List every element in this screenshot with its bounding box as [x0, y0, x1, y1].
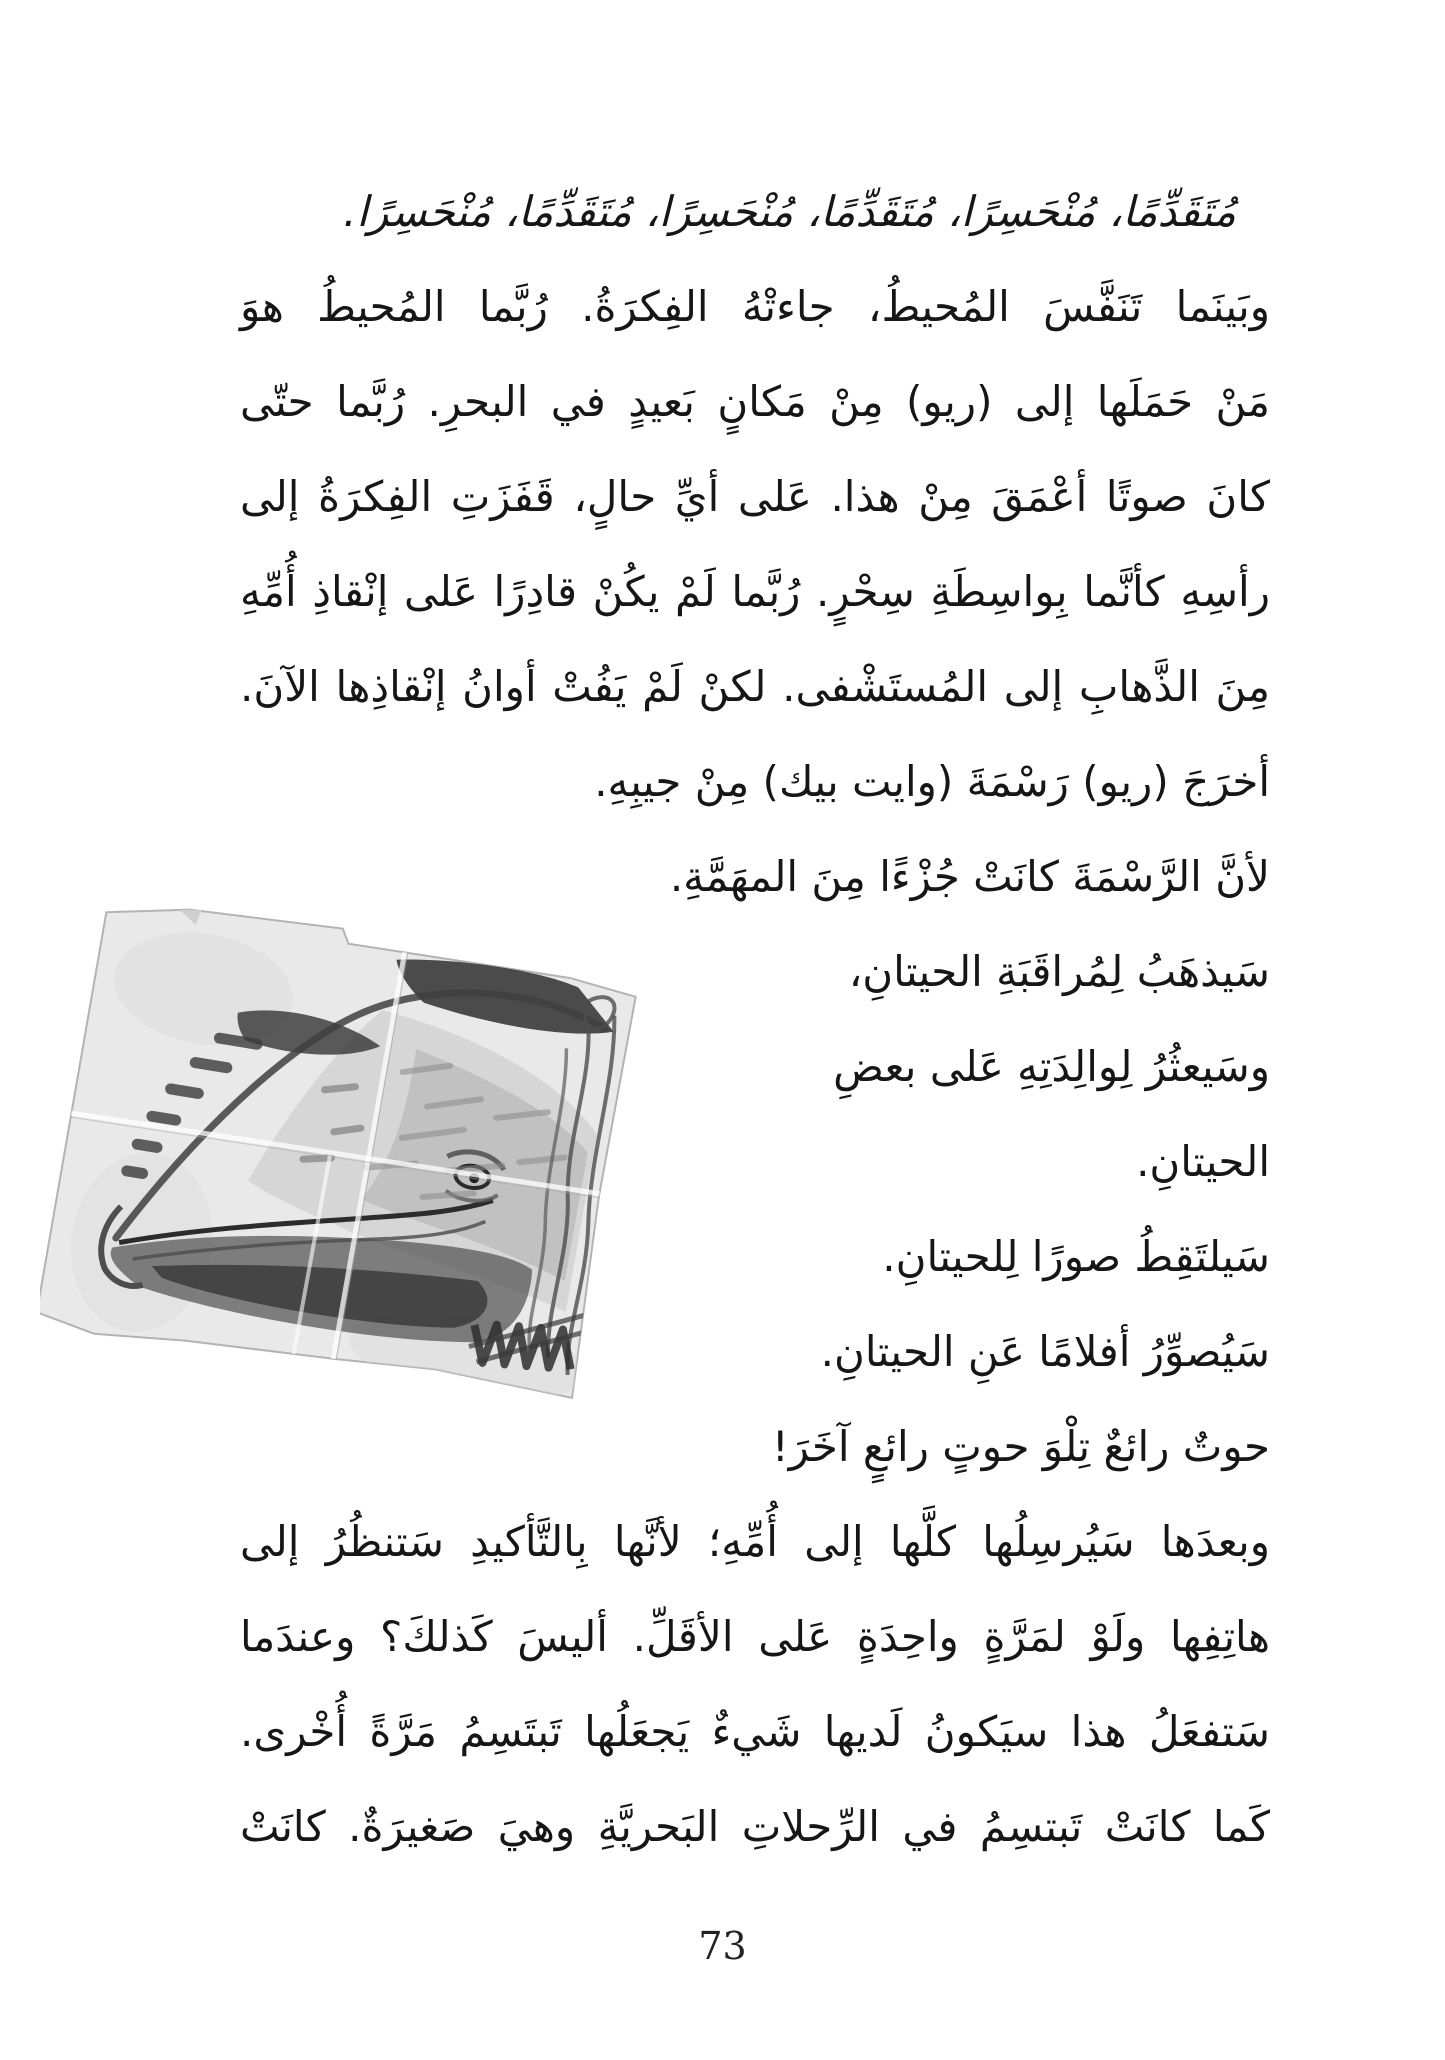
text-line: وسَيعثُرُ لِوالِدَتِهِ عَلى بعضِ — [833, 1042, 1270, 1091]
text-line: كانَ صوتًا أعْمَقَ مِنْ هذا. عَلى أيِّ حالٍ، قَفَزَتِ الفِكرَةُ إلى — [240, 472, 1270, 521]
text-line: وبعدَها سَيُرسِلُها كلَّها إلى أُمِّهِ؛ لأنَّها بِالتَّأكيدِ سَتنظُرُ إلى — [240, 1517, 1270, 1566]
text-line: أخرَجَ (ريو) رَسْمَةَ (وايت بيك) مِنْ جيبِهِ. — [594, 757, 1270, 806]
whale-sketch-illustration — [40, 880, 660, 1470]
text-line: سَيذهَبُ لِمُراقَبَةِ الحيتانِ، — [848, 947, 1270, 996]
text-line: حوتٌ رائعٌ تِلْوَ حوتٍ رائعٍ آخَرَ! — [771, 1422, 1270, 1471]
text-line: سَتفعَلُ هذا سيَكونُ لَديها شَيءٌ يَجعَلُها تَبتَسِمُ مَرَّةً أُخْرى. — [240, 1707, 1270, 1756]
text-line: كَما كانَتْ تَبتسِمُ في الرِّحلاتِ البَحريَّةِ وهيَ صَغيرَةٌ. كانَتْ — [240, 1802, 1270, 1851]
text-line-italic: مُتَقَدِّمًا، مُنْحَسِرًا، مُتَقَدِّمًا، مُنْحَسِرًا، مُتَقَدِّمًا، مُنْحَسِرًا. — [343, 187, 1236, 236]
text-line: هاتِفِها ولَوْ لمَرَّةٍ واحِدَةٍ عَلى الأقَلِّ. أليسَ كَذلكَ؟ وعندَما — [240, 1612, 1270, 1661]
text-line: لأنَّ الرَّسْمَةَ كانَتْ جُزْءًا مِنَ المهَمَّةِ. — [669, 852, 1270, 901]
page-number: 73 — [698, 1924, 747, 1968]
text-line: رأسِهِ كأنَّما بِواسِطَةِ سِحْرٍ. رُبَّما لَمْ يكُنْ قادِرًا عَلى إنْقاذِ أُمِّهِ — [240, 567, 1270, 616]
text-line: سَيُصوِّرُ أفلامًا عَنِ الحيتانِ. — [820, 1327, 1270, 1376]
text-line: مَنْ حَمَلَها إلى (ريو) مِنْ مَكانٍ بَعيدٍ في البحرِ. رُبَّما حتّى — [240, 377, 1270, 426]
text-line: وبَينَما تَنَفَّسَ المُحيطُ، جاءتْهُ الفِكرَةُ. رُبَّما المُحيطُ هوَ — [240, 282, 1270, 331]
text-line: سَيلتَقِطُ صورًا لِلحيتانِ. — [882, 1232, 1270, 1281]
text-line: الحيتانِ. — [1136, 1137, 1270, 1186]
text-line: مِنَ الذَّهابِ إلى المُستَشْفى. لكنْ لَمْ يَفُتْ أوانُ إنْقاذِها الآنَ. — [240, 662, 1270, 711]
